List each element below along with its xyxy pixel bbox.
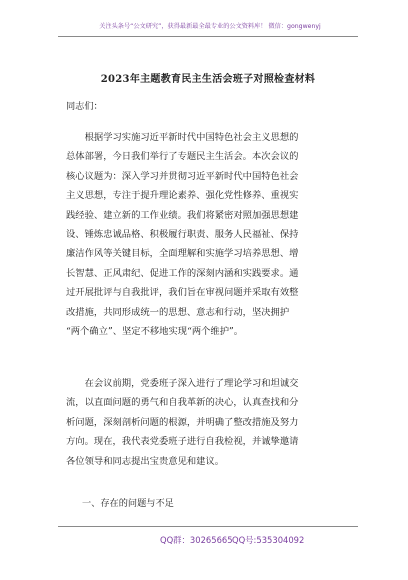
paragraph-2	[66, 374, 346, 471]
footer-divider	[58, 526, 358, 527]
paragraph-line: 析问题，深刻剖析问题的根源，并明确了整改措施及努力	[66, 416, 299, 428]
header-promo-text: 关注头条号“公文研究”，获得最新最全最专业的公文资料库！ 微信：gongwenyj	[99, 23, 321, 30]
section-heading: 一、存在的问题与不足	[82, 498, 174, 509]
paragraph-line: 廉洁作风等关键目标，全面理解和实施学习培养思想、增	[66, 248, 299, 260]
footer-qq-group: QQ群：30265665	[160, 535, 233, 545]
paragraph-line: 践经验、建立新的工作业绩。我们将紧密对照加强思想建	[66, 209, 299, 221]
document-title: 2023年主题教育民主生活会班子对照检查材料	[100, 74, 316, 85]
paragraph-line: 过开展批评与自我批评，我们旨在审视问题并采取有效整	[66, 287, 299, 299]
greeting: 同志们：	[66, 101, 103, 112]
paragraph-1	[66, 128, 346, 341]
paragraph-line: 改措施，共同形成统一的思想、意志和行动，坚决拥护	[66, 306, 290, 318]
header-divider	[58, 36, 358, 37]
footer-qq-number: QQ号:535304092	[232, 535, 305, 545]
paragraph-line: 长智慧、正风肃纪、促进工作的深刻内涵和实践要求。通	[66, 267, 299, 279]
paragraph-line: 根据学习实施习近平新时代中国特色社会主义思想的	[66, 132, 299, 143]
paragraph-line: 总体部署，今日我们举行了专题民主生活会。本次会议的	[66, 151, 299, 163]
paragraph-line: “两个确立”、坚定不移地实现“两个维护”。	[66, 326, 244, 338]
paragraph-line: 方向。现在，我代表党委班子进行自我检视，并诚挚邀请	[66, 436, 299, 448]
paragraph-line: 主义思想，专注于提升理论素养、强化党性修养、重视实	[66, 190, 299, 202]
paragraph-line: 流，以直面问题的勇气和自我革新的决心，认真查找和分	[66, 397, 299, 409]
paragraph-line: 核心议题为：深入学习并贯彻习近平新时代中国特色社会	[66, 170, 299, 182]
paragraph-line: 设、锤炼忠诚品格、积极履行职责、服务人民福祉、保持	[66, 229, 299, 241]
paragraph-line: 在会议前期，党委班子深入进行了理论学习和坦诚交	[66, 378, 299, 389]
paragraph-line: 各位领导和同志提出宝贵意见和建议。	[66, 455, 225, 467]
